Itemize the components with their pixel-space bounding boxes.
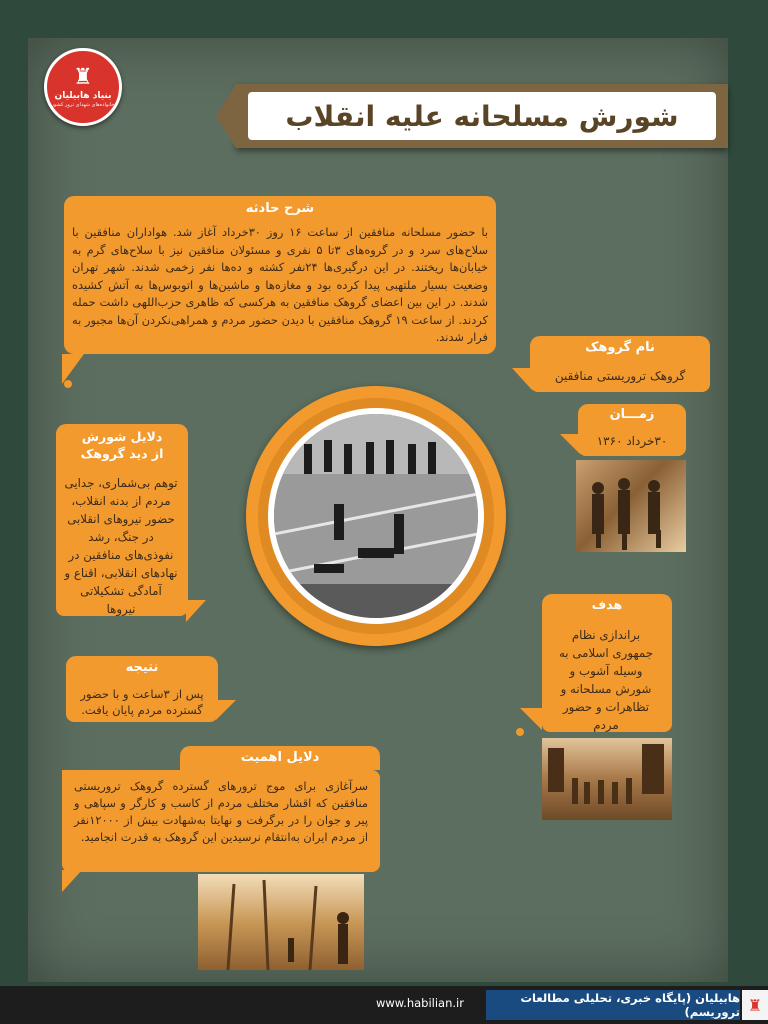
speech-tail — [62, 870, 82, 892]
time-heading: زمـــان — [578, 404, 686, 426]
page-title: شورش مسلحانه علیه انقلاب — [285, 99, 679, 133]
group-name-value: گروهک تروریستی منافقین — [554, 369, 686, 383]
group-name-heading: نام گروهک — [530, 336, 710, 360]
footer-credit-box — [486, 990, 740, 1020]
title-banner — [236, 84, 728, 148]
tower-icon: ♜ — [73, 64, 93, 90]
event-description-text: با حضور مسلحانه منافقین از ساعت ۱۶ روز ۳۰خرداد آغاز شد. هواداران منافقین با سلاح‌های سرد و در گروه‌های ۳تا ۵ نفری و مسئولان منافقین نیز با سلاح‌های گرم به خیابان‌ها ریختند. در این درگیری‌ها ۲۴نفر کشته و ده‌ها نفر زخمی شدند. شهر تهران وضعیت بسیار ملتهبی پیدا کرده بود و مغازه‌ها و ماشین‌ها و اتوبوس‌ها به آتش کشیده شدند. در این بین اعضای گروهک منافقین به هرکسی که ظاهری حزب‌اللهی داشت حمله کردند. از ساعت ۱۹ گروهک منافقین با دیدن حضور مردم و همراهی‌نکردن آن‌ها مجبور به فرار شدند. — [72, 225, 489, 344]
reasons-card — [56, 424, 188, 616]
speech-tail — [560, 434, 580, 454]
central-photo — [274, 414, 478, 618]
result-body — [66, 680, 218, 722]
people-silhouette-icon — [576, 460, 686, 552]
footer-website-link[interactable]: www.habilian.ir — [376, 996, 464, 1010]
ring-inner — [268, 408, 484, 624]
footer-logo-icon: ♜ — [742, 990, 768, 1020]
ring-middle — [258, 398, 494, 634]
reasons-heading — [56, 424, 188, 466]
result-card — [66, 656, 218, 722]
reasons-heading-line-2: از دید گروهک — [80, 446, 164, 461]
importance-heading: دلایل اهمیت — [180, 746, 380, 770]
importance-text: سرآغازی برای موج ترورهای گسترده گروهک تروریستی منافقین که اقشار مختلف مردم از کاسب و کارگر و سپاهی و پیر و جوان را در برگرفت و نهایتا به‌شهادت بیش از ۱۲۰۰۰نفر از مردم ایران به‌انتقام نرسیدین این گروهک به قدرت انجامید. — [74, 779, 368, 844]
goal-card — [542, 594, 672, 732]
reasons-text: توهم بی‌شماری، جدایی مردم از بدنه انقلاب، حضور نیروهای انقلابی در جنگ، رشد نفوذی‌های منافقین در نهادهای انقلابی، اقناع و آمادگی تشکیلاتی نیروها — [64, 476, 178, 616]
title-plate — [248, 92, 716, 140]
speech-tail — [512, 368, 532, 390]
importance-body — [62, 770, 380, 872]
time-body — [578, 426, 686, 456]
photo-street-fight — [576, 460, 686, 552]
result-heading: نتیجه — [66, 656, 218, 680]
photo-crowd-street — [542, 738, 672, 820]
event-description-card — [64, 196, 496, 356]
connector-dot — [516, 728, 524, 736]
reasons-heading-line-1: دلایل شورش — [81, 429, 163, 444]
footer-credit-text: هابیلیان (پایگاه خبری، تحلیلی مطالعات تروریسم) — [520, 991, 740, 1019]
reasons-body — [56, 466, 188, 616]
crowd-silhouette-icon — [542, 738, 672, 820]
speech-tail — [186, 600, 206, 622]
trees-silhouette-icon — [198, 874, 364, 970]
time-card — [578, 404, 686, 456]
goal-heading: هدف — [542, 594, 672, 616]
logo-tagline: خانواده‌های شهدای ترور کشور — [51, 101, 115, 108]
goal-body — [542, 616, 672, 732]
habilian-logo[interactable] — [44, 48, 122, 126]
group-name-body — [530, 360, 710, 392]
speech-tail — [520, 708, 542, 730]
crowd-scene-icon — [274, 414, 478, 618]
speech-tail — [216, 700, 236, 720]
event-description-heading: شرح حادثه — [64, 196, 496, 222]
logo-name: بنیاد هابیلیان — [54, 90, 112, 101]
central-photo-frame — [246, 386, 506, 646]
result-text: پس از ۳ساعت و با حضور گسترده مردم پایان یافت. — [80, 687, 204, 717]
time-value: ۳۰خرداد ۱۳۶۰ — [596, 434, 668, 448]
event-description-body — [64, 218, 496, 354]
goal-text: براندازی نظام جمهوری اسلامی به وسیله آشوب و شورش مسلحانه و تظاهرات و حضور مردم — [558, 628, 654, 732]
group-name-card — [530, 336, 710, 392]
photo-tree-street — [198, 874, 364, 970]
importance-card — [62, 746, 380, 872]
connector-dot — [64, 380, 72, 388]
